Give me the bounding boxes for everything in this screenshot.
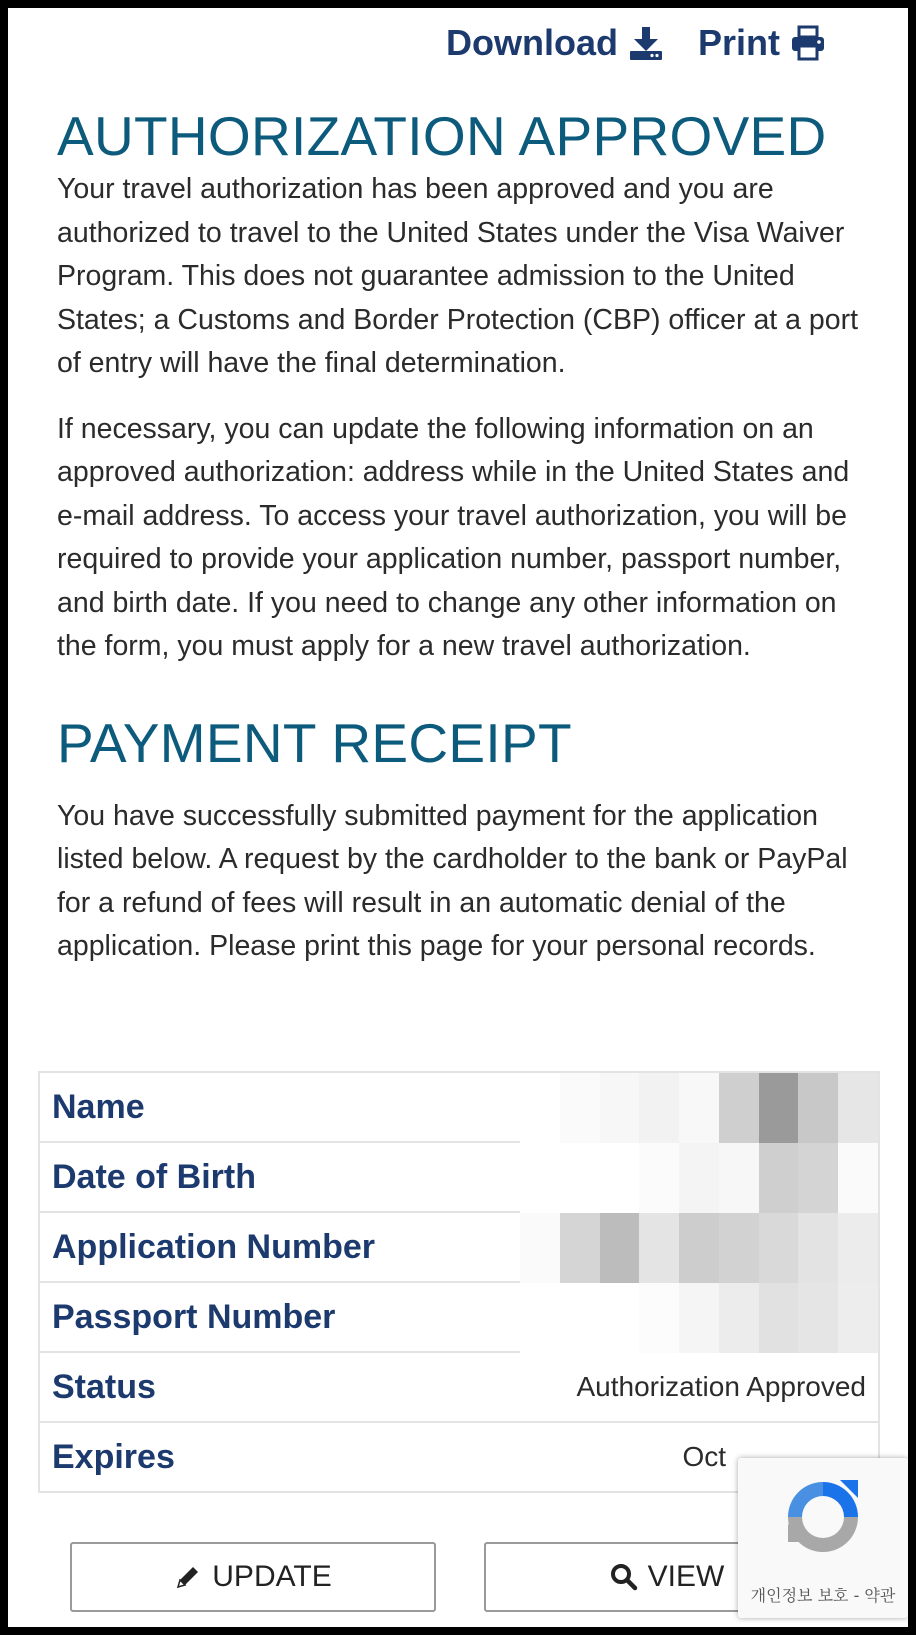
main-content <box>57 82 869 969</box>
expires-value: Oct <box>682 1441 726 1472</box>
row-label: Passport Number <box>52 1297 336 1336</box>
pencil-icon <box>174 1563 202 1591</box>
download-icon <box>628 25 664 61</box>
receipt-title: PAYMENT RECEIPT <box>57 711 572 774</box>
page-frame <box>8 8 908 1627</box>
print-link[interactable] <box>698 22 826 64</box>
receipt-paragraph: You have successfully submitted payment for the application listed below. A request by the cardholder to the bank or PayPal for a refund of fees will result in an automatic denial of the application. Please print this page for your personal records. <box>57 799 848 962</box>
redacted-value <box>520 1073 878 1143</box>
top-actions <box>446 22 826 64</box>
recaptcha-privacy-terms[interactable]: 개인정보 보호 - 약관 <box>750 1586 896 1605</box>
view-label: VIEW <box>647 1560 725 1593</box>
print-label: Print <box>697 22 780 63</box>
recaptcha-icon <box>778 1472 868 1562</box>
table-row-application-number <box>38 1213 880 1283</box>
print-icon <box>790 25 826 61</box>
download-link[interactable] <box>446 22 664 64</box>
table-row-dob <box>38 1143 880 1213</box>
search-icon <box>610 1563 638 1591</box>
application-table <box>38 1071 880 1493</box>
download-label: Download <box>446 22 618 63</box>
approval-paragraph-2: If necessary, you can update the following information on an approved authorization: address while in the United States and e-mail address. To access your travel authorization, you will be required to provide your application number, passport number, and birth date. If you need to change any other information on the form, you must apply for a new travel authorization. <box>57 412 850 662</box>
action-buttons <box>70 1542 850 1612</box>
row-label: Expires <box>52 1437 175 1476</box>
approval-title: AUTHORIZATION APPROVED <box>57 105 827 167</box>
redacted-value <box>520 1143 878 1213</box>
row-label: Application Number <box>52 1227 376 1266</box>
update-button[interactable] <box>70 1542 436 1612</box>
redacted-value <box>520 1213 878 1283</box>
status-value: Authorization Approved <box>576 1371 866 1402</box>
recaptcha-badge[interactable] <box>738 1458 908 1618</box>
table-row-passport-number <box>38 1283 880 1353</box>
row-label: Name <box>52 1087 145 1126</box>
row-label: Status <box>52 1367 156 1406</box>
approval-paragraph-1: Your travel authorization has been approved and you are authorized to travel to the United States under the Visa Waiver Program. This does not guarantee admission to the United States; a Customs and Border Protection (CBP) officer at a port of entry will have the final determination. <box>57 173 859 379</box>
update-label: UPDATE <box>212 1560 332 1593</box>
redacted-value <box>520 1283 878 1353</box>
table-row-name <box>38 1073 880 1143</box>
table-row-status <box>38 1353 880 1423</box>
row-label: Date of Birth <box>52 1157 256 1196</box>
